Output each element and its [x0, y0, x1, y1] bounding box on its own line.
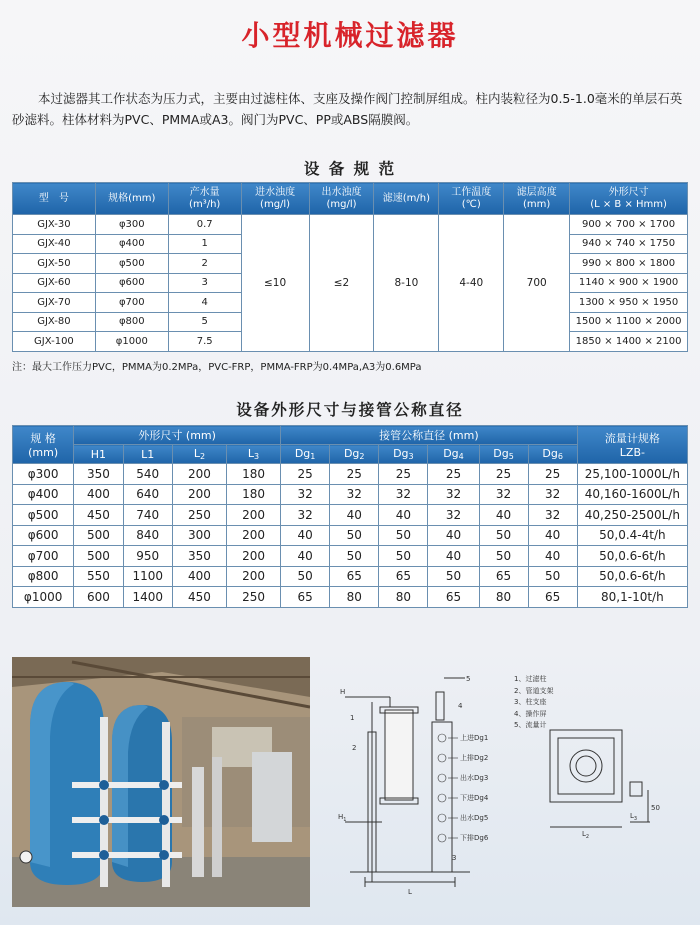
cell-spec: φ300	[13, 464, 74, 485]
header-dg-text: Dg	[443, 447, 459, 460]
label-l2: $L_2$	[582, 830, 590, 840]
cell-l3: 250	[227, 587, 281, 608]
header-flowmeter: 流量计规格 LZB-	[577, 426, 687, 464]
cell-model: GJX-50	[13, 254, 96, 274]
cell-dims: 940 × 740 × 1750	[570, 234, 688, 254]
cell-flow: 40,250-2500L/h	[577, 505, 687, 526]
cell-l3: 180	[227, 484, 281, 505]
cell-dg3: 50	[379, 525, 428, 546]
cell-l2: 200	[172, 464, 226, 485]
cell-dg2: 65	[330, 566, 379, 587]
spec-header-row	[13, 183, 688, 215]
cell-dg2: 32	[330, 484, 379, 505]
cell-l2: 450	[172, 587, 226, 608]
header-dg-text: Dg	[393, 447, 409, 460]
label-n2: 2	[352, 744, 357, 752]
cell-l3: 180	[227, 464, 281, 485]
header-in-turbidity: 进水浊度 (mg/l)	[241, 183, 309, 215]
port-label-1: 上进Dg1	[460, 734, 489, 742]
header-dg6	[528, 445, 577, 464]
cell-l3: 200	[227, 505, 281, 526]
cell-l2: 200	[172, 484, 226, 505]
diagram-legend	[514, 674, 553, 732]
header-l2	[172, 445, 226, 464]
cell-dg2: 25	[330, 464, 379, 485]
header-dg-sub: 2	[359, 452, 365, 461]
cell-dg2: 50	[330, 525, 379, 546]
cell-size: φ500	[95, 254, 168, 274]
cell-dg3: 25	[379, 464, 428, 485]
spec-section-title: 设 备 规 范	[303, 160, 397, 178]
cell-h1: 500	[74, 546, 123, 567]
cell-dg5: 32	[479, 484, 528, 505]
header-dg-sub: 4	[458, 452, 464, 461]
cell-l2: 400	[172, 566, 226, 587]
cell-dg1: 32	[281, 484, 330, 505]
cell-l2: 350	[172, 546, 226, 567]
label-l: L	[408, 888, 412, 896]
header-dg-text: Dg	[493, 447, 509, 460]
cell-model: GJX-80	[13, 312, 96, 332]
cell-l1: 540	[123, 464, 172, 485]
table-row	[13, 546, 688, 567]
header-layer: 滤层高度 (mm)	[504, 183, 570, 215]
header-l3-sub: 3	[254, 452, 260, 461]
label-h1: $H_1$	[338, 813, 347, 823]
table-row	[13, 566, 688, 587]
header-model: 型 号	[13, 183, 96, 215]
cell-dg4: 65	[428, 587, 479, 608]
cell-dg3: 40	[379, 505, 428, 526]
cell-model: GJX-60	[13, 273, 96, 293]
cell-dg4: 32	[428, 505, 479, 526]
cell-dg3: 32	[379, 484, 428, 505]
cell-flow: 40,160-1600L/h	[577, 484, 687, 505]
cell-h1: 500	[74, 525, 123, 546]
cell-flow: 80,1-10t/h	[577, 587, 687, 608]
port-label-2: 上排Dg2	[460, 754, 489, 762]
table-row	[13, 505, 688, 526]
cell-dg1: 40	[281, 546, 330, 567]
page-title: 小型机械过滤器	[241, 19, 459, 52]
cell-model: GJX-70	[13, 293, 96, 313]
cell-spec: φ800	[13, 566, 74, 587]
cell-dg5: 65	[479, 566, 528, 587]
cell-dg3: 65	[379, 566, 428, 587]
cell-out-turbidity: ≤2	[309, 215, 374, 352]
cell-dg5: 25	[479, 464, 528, 485]
cell-dg5: 50	[479, 546, 528, 567]
dim-section-title: 设备外形尺寸与接管公称直径	[236, 401, 464, 419]
cell-layer: 700	[504, 215, 570, 352]
cell-flow: 50,0.4-4t/h	[577, 525, 687, 546]
technical-diagram	[330, 672, 690, 907]
cell-l3: 200	[227, 546, 281, 567]
cell-h1: 600	[74, 587, 123, 608]
header-l3-text: L	[247, 447, 255, 460]
cell-in-turbidity: ≤10	[241, 215, 309, 352]
cell-l1: 740	[123, 505, 172, 526]
cell-output: 3	[168, 273, 241, 293]
cell-l3: 200	[227, 566, 281, 587]
cell-dg6: 65	[528, 587, 577, 608]
label-dim-50: 50	[651, 804, 660, 812]
cell-dg4: 40	[428, 546, 479, 567]
cell-dg6: 25	[528, 464, 577, 485]
cell-dg6: 32	[528, 484, 577, 505]
header-dims: 外形尺寸 (L × B × Hmm)	[570, 183, 688, 215]
cell-dg6: 32	[528, 505, 577, 526]
cell-dims: 1850 × 1400 × 2100	[570, 332, 688, 352]
cell-output: 4	[168, 293, 241, 313]
cell-dg2: 80	[330, 587, 379, 608]
cell-dg1: 25	[281, 464, 330, 485]
label-n1: 1	[350, 714, 355, 722]
cell-speed: 8-10	[374, 215, 439, 352]
table-row	[13, 525, 688, 546]
cell-dg3: 80	[379, 587, 428, 608]
label-n4: 4	[458, 702, 463, 710]
header-dg1	[281, 445, 330, 464]
cell-size: φ700	[95, 293, 168, 313]
port-label-3: 出水Dg3	[460, 774, 489, 782]
header-spec: 规 格 (mm)	[13, 426, 74, 464]
cell-size: φ800	[95, 312, 168, 332]
header-output: 产水量 (m³/h)	[168, 183, 241, 215]
table-row	[13, 464, 688, 485]
header-l2-sub: 2	[200, 452, 206, 461]
cell-dg1: 65	[281, 587, 330, 608]
cell-flow: 25,100-1000L/h	[577, 464, 687, 485]
cell-dg6: 40	[528, 525, 577, 546]
cell-h1: 400	[74, 484, 123, 505]
legend-item: 2、管道支架	[514, 686, 554, 695]
cell-dg6: 50	[528, 566, 577, 587]
cell-dims: 900 × 700 × 1700	[570, 215, 688, 235]
cell-dg5: 40	[479, 505, 528, 526]
header-dg-sub: 5	[508, 452, 514, 461]
spec-table	[12, 182, 688, 352]
equipment-photo	[12, 657, 310, 907]
header-temp: 工作温度 (℃)	[439, 183, 504, 215]
legend-item: 4、操作屏	[514, 709, 547, 718]
header-size: 规格(mm)	[95, 183, 168, 215]
header-dg-sub: 6	[557, 452, 563, 461]
header-outer-size: 外形尺寸 (mm)	[74, 426, 281, 445]
cell-l3: 200	[227, 525, 281, 546]
header-l3	[227, 445, 281, 464]
cell-dg2: 40	[330, 505, 379, 526]
cell-dims: 1300 × 950 × 1950	[570, 293, 688, 313]
cell-l2: 300	[172, 525, 226, 546]
header-dg-sub: 3	[408, 452, 414, 461]
legend-item: 3、柱支座	[514, 698, 547, 706]
pressure-note: 注：最大工作压力PVC，PMMA为0.2MPa，PVC-FRP，PMMA-FRP为0.4MPa,A3为0.6MPa	[12, 362, 422, 373]
cell-dg4: 50	[428, 566, 479, 587]
header-dg-text: Dg	[542, 447, 558, 460]
cell-dims: 990 × 800 × 1800	[570, 254, 688, 274]
header-h1: H1	[74, 445, 123, 464]
header-l2-text: L	[193, 447, 200, 460]
table-row	[13, 484, 688, 505]
header-dg3	[379, 445, 428, 464]
cell-spec: φ500	[13, 505, 74, 526]
header-dg5	[479, 445, 528, 464]
cell-spec: φ600	[13, 525, 74, 546]
cell-size: φ1000	[95, 332, 168, 352]
port-label-5: 出水Dg5	[460, 814, 489, 822]
cell-dg4: 40	[428, 525, 479, 546]
cell-model: GJX-30	[13, 215, 96, 235]
cell-dg1: 32	[281, 505, 330, 526]
cell-dg3: 50	[379, 546, 428, 567]
header-l1: L1	[123, 445, 172, 464]
dimension-table	[12, 425, 688, 608]
cell-size: φ600	[95, 273, 168, 293]
cell-output: 7.5	[168, 332, 241, 352]
cell-output: 0.7	[168, 215, 241, 235]
header-dg-sub: 1	[310, 452, 316, 461]
cell-h1: 550	[74, 566, 123, 587]
header-dg4	[428, 445, 479, 464]
cell-output: 5	[168, 312, 241, 332]
label-l3: $L_3$	[630, 812, 638, 822]
cell-dg4: 32	[428, 484, 479, 505]
cell-size: φ400	[95, 234, 168, 254]
legend-item: 1、过滤柱	[514, 675, 547, 683]
cell-model: GJX-100	[13, 332, 96, 352]
cell-dg5: 80	[479, 587, 528, 608]
cell-spec: φ400	[13, 484, 74, 505]
port-label-4: 下进Dg4	[460, 794, 489, 802]
header-dg-text: Dg	[343, 447, 360, 460]
cell-size: φ300	[95, 215, 168, 235]
cell-dg4: 25	[428, 464, 479, 485]
header-dg-text: Dg	[294, 447, 311, 460]
cell-temp: 4-40	[439, 215, 504, 352]
cell-h1: 350	[74, 464, 123, 485]
equipment-photo-drawing	[12, 657, 310, 907]
cell-h1: 450	[74, 505, 123, 526]
cell-l1: 640	[123, 484, 172, 505]
intro-paragraph: 本过滤器其工作状态为压力式，主要由过滤柱体、支座及操作阀门控制屏组成。柱内装粒径为0.5-1.0毫米的单层石英砂滤料。柱体材料为PVC、PMMA或A3。阀门为PVC、PP或ABS隔膜阀。	[12, 91, 683, 127]
cell-flow: 50,0.6-6t/h	[577, 566, 687, 587]
table-row	[13, 587, 688, 608]
cell-dims: 1500 × 1100 × 2000	[570, 312, 688, 332]
cell-l1: 1400	[123, 587, 172, 608]
label-n3: 3	[452, 854, 457, 862]
cell-l2: 250	[172, 505, 226, 526]
cell-l1: 840	[123, 525, 172, 546]
cell-spec: φ1000	[13, 587, 74, 608]
cell-dg2: 50	[330, 546, 379, 567]
port-label-6: 下排Dg6	[460, 834, 489, 842]
cell-dg5: 50	[479, 525, 528, 546]
table-row	[13, 215, 688, 235]
cell-flow: 50,0.6-6t/h	[577, 546, 687, 567]
cell-dg1: 50	[281, 566, 330, 587]
cell-dg6: 40	[528, 546, 577, 567]
cell-l1: 950	[123, 546, 172, 567]
legend-item: 5、流量计	[514, 721, 547, 729]
cell-dims: 1140 × 900 × 1900	[570, 273, 688, 293]
header-pipe-diameter: 接管公称直径 (mm)	[281, 426, 578, 445]
cell-output: 1	[168, 234, 241, 254]
cell-spec: φ700	[13, 546, 74, 567]
cell-dg1: 40	[281, 525, 330, 546]
header-speed: 滤速(m/h)	[374, 183, 439, 215]
cell-output: 2	[168, 254, 241, 274]
header-out-turbidity: 出水浊度 (mg/l)	[309, 183, 374, 215]
label-n5: 5	[466, 675, 471, 683]
header-dg2	[330, 445, 379, 464]
label-h: H	[340, 688, 346, 696]
cell-l1: 1100	[123, 566, 172, 587]
cell-model: GJX-40	[13, 234, 96, 254]
